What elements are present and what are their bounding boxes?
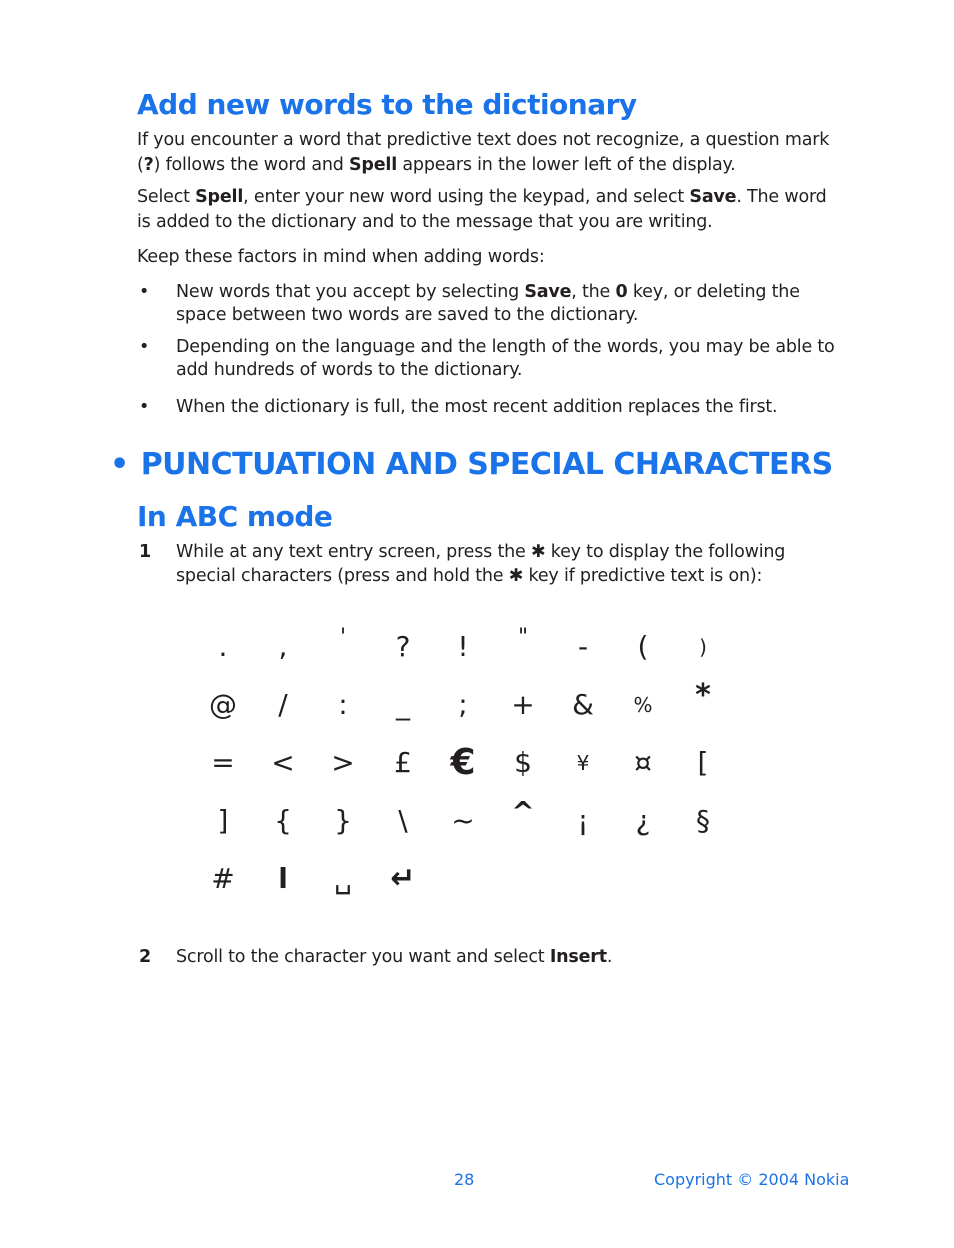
bullet-icon: • [139,337,150,357]
section-title-add-words: Add new words to the dictionary [137,88,637,121]
step-number: 1 [139,542,151,562]
special-character-row2-7: & [572,688,594,721]
step-number: 2 [139,947,151,967]
page-number: 28 [454,1170,475,1189]
special-character-row2-3: : [338,688,348,721]
section-title-punctuation: • PUNCTUATION AND SPECIAL CHARACTERS [110,447,833,482]
special-character-row1-2: , [278,630,288,663]
special-character-row5-1: # [211,862,235,895]
special-character-row2-2: / [278,688,288,721]
special-character-row3-5: € [450,742,476,783]
special-character-row4-9: § [696,804,710,837]
special-character-row1-4: ? [395,630,411,663]
special-character-row3-8: ¤ [634,746,652,779]
bullet-icon: • [139,397,150,417]
special-character-row2-9: * [695,678,711,713]
special-character-row1-6: " [517,625,529,650]
special-character-row2-4: _ [396,688,410,721]
paragraph-keep-factors: Keep these factors in mind when adding words: [137,247,545,267]
special-character-row3-6: $ [514,746,532,779]
special-character-row4-2: { [274,804,292,837]
special-character-row2-6: + [511,688,535,721]
special-character-row5-2: l [278,862,288,895]
special-character-row4-6: ^ [511,795,535,828]
special-character-row5-4: ↵ [390,861,416,896]
special-character-row1-5: ! [457,630,469,663]
special-character-row3-2: < [271,746,295,779]
special-character-row3-3: > [331,746,355,779]
special-character-row5-3: ␣ [334,862,352,895]
special-character-row1-1: . [218,630,228,663]
special-character-row3-4: £ [394,746,412,779]
special-character-row4-4: \ [398,804,408,837]
list-item-text: New words that you accept by selecting Save, the 0 key, or deleting the space between two words are saved to the dictionary. [176,282,800,325]
star-key-icon: ✱ [508,566,524,586]
special-character-row3-7: ¥ [576,751,590,775]
paragraph-select-spell: Select Spell, enter your new word using the keypad, and select Save. The word is added to the dictionary and to the message that you are writing. [137,187,827,232]
step-text: While at any text entry screen, press the ✱ key to display the following special characters (press and hold the ✱ key if predictive text is on): [176,542,786,586]
copyright-notice: Copyright © 2004 Nokia [654,1170,850,1189]
heading-bullet-icon: • [110,447,129,482]
special-character-row2-5: ; [458,688,468,721]
star-key-icon: ✱ [530,542,546,562]
list-item-text: When the dictionary is full, the most recent addition replaces the first. [176,397,778,417]
special-character-row4-3: } [334,804,352,837]
special-character-row4-7: ¡ [577,804,589,837]
bullet-icon: • [139,282,150,302]
special-character-row3-1: = [211,746,235,779]
subsection-title-abc-mode: In ABC mode [137,500,333,533]
special-character-row1-8: ( [637,630,649,663]
step-text: Scroll to the character you want and select Insert. [176,947,613,967]
paragraph-question-mark: If you encounter a word that predictive text does not recognize, a question mark (?) follows the word and Spell appears in the lower left of the display. [137,130,830,175]
special-character-row1-7: - [577,630,589,663]
special-character-row2-8: % [633,693,653,717]
special-character-row2-1: @ [209,688,237,721]
special-character-row4-1: ] [217,804,229,837]
special-character-row4-8: ¿ [635,804,651,837]
special-character-row3-9: [ [697,746,709,779]
list-item-text: Depending on the language and the length of the words, you may be able to add hundreds of words to the dictionary. [176,337,835,380]
special-character-row1-9: ) [699,635,707,659]
special-character-row4-5: ~ [451,804,475,837]
special-character-row1-3: ' [339,625,347,650]
